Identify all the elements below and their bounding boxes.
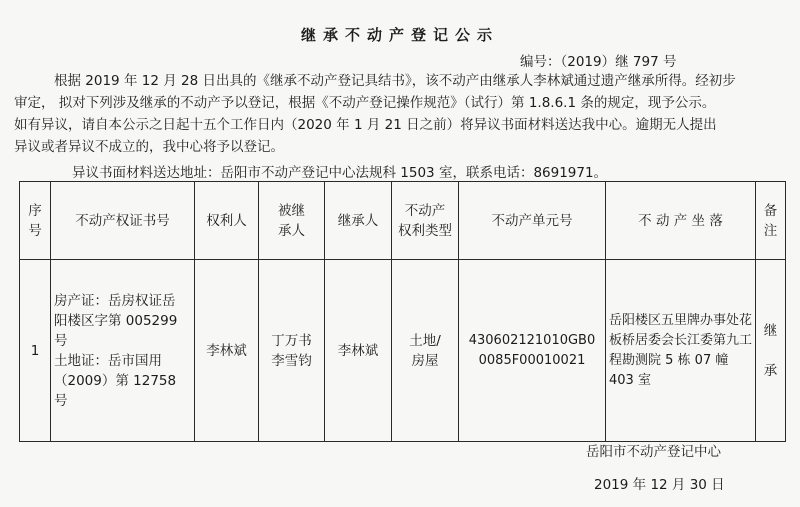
notice-body <box>14 70 784 158</box>
inheritance-table <box>19 181 786 442</box>
cell-heir: 李林斌 <box>325 260 392 442</box>
table-header-row <box>20 182 786 260</box>
header-seq: 序 号 <box>20 182 51 260</box>
header-cert: 不动产权证书号 <box>51 182 195 260</box>
body-line: 如有异议，请自本公示之日起十五个工作日内（2020 年 1 月 21 日之前）将异议书面材料送达我中心。逾期无人提出 <box>14 117 717 133</box>
header-right-type: 不动产 权利类型 <box>392 182 459 260</box>
issuing-office: 岳阳市不动产登记中心 <box>586 444 721 460</box>
cell-seq: 1 <box>20 260 51 442</box>
cell-decedent: 丁万书 李雪钧 <box>259 260 325 442</box>
header-owner: 权利人 <box>195 182 259 260</box>
header-location: 不 动 产 坐 落 <box>606 182 756 260</box>
table-row <box>20 260 786 442</box>
cell-right-type: 土地/ 房屋 <box>392 260 459 442</box>
objection-address: 异议书面材料送达地址：岳阳市不动产登记中心法规科 1503 室，联系电话：8691971。 <box>72 165 608 181</box>
body-line: 根据 2019 年 12 月 28 日出具的《继承不动产登记具结书》，该不动产由继承人李林斌通过遗产继承所得。经初步 <box>54 73 736 89</box>
header-unit-no: 不动产单元号 <box>459 182 606 260</box>
header-heir: 继承人 <box>325 182 392 260</box>
body-line: 审定， 拟对下列涉及继承的不动产予以登记，根据《不动产登记操作规范》（试行）第 1.8.6.1 条的规定，现予公示。 <box>14 95 716 111</box>
header-decedent: 被继 承人 <box>259 182 325 260</box>
document-number: 编号：（2019）继 797 号 <box>520 54 677 70</box>
issue-date: 2019 年 12 月 30 日 <box>594 477 725 493</box>
cell-unit-no: 430602121010GB0 0085F00010021 <box>459 260 606 442</box>
cell-cert: 房产证：岳房权证岳 阳楼区字第 005299 号 土地证：岳市国用 （2009）第 12758 号 <box>51 260 195 442</box>
cell-owner: 李林斌 <box>195 260 259 442</box>
body-line: 异议或者异议不成立的，我中心将予以登记。 <box>14 139 284 155</box>
cell-remark: 继 承 <box>756 260 786 442</box>
cell-location: 岳阳楼区五里牌办事处花 板桥居委会长江委第九工 程勘测院 5 栋 07 幢 403 室 <box>606 260 756 442</box>
header-remark: 备 注 <box>756 182 786 260</box>
notice-title: 继承不动产登记公示 <box>300 26 499 44</box>
